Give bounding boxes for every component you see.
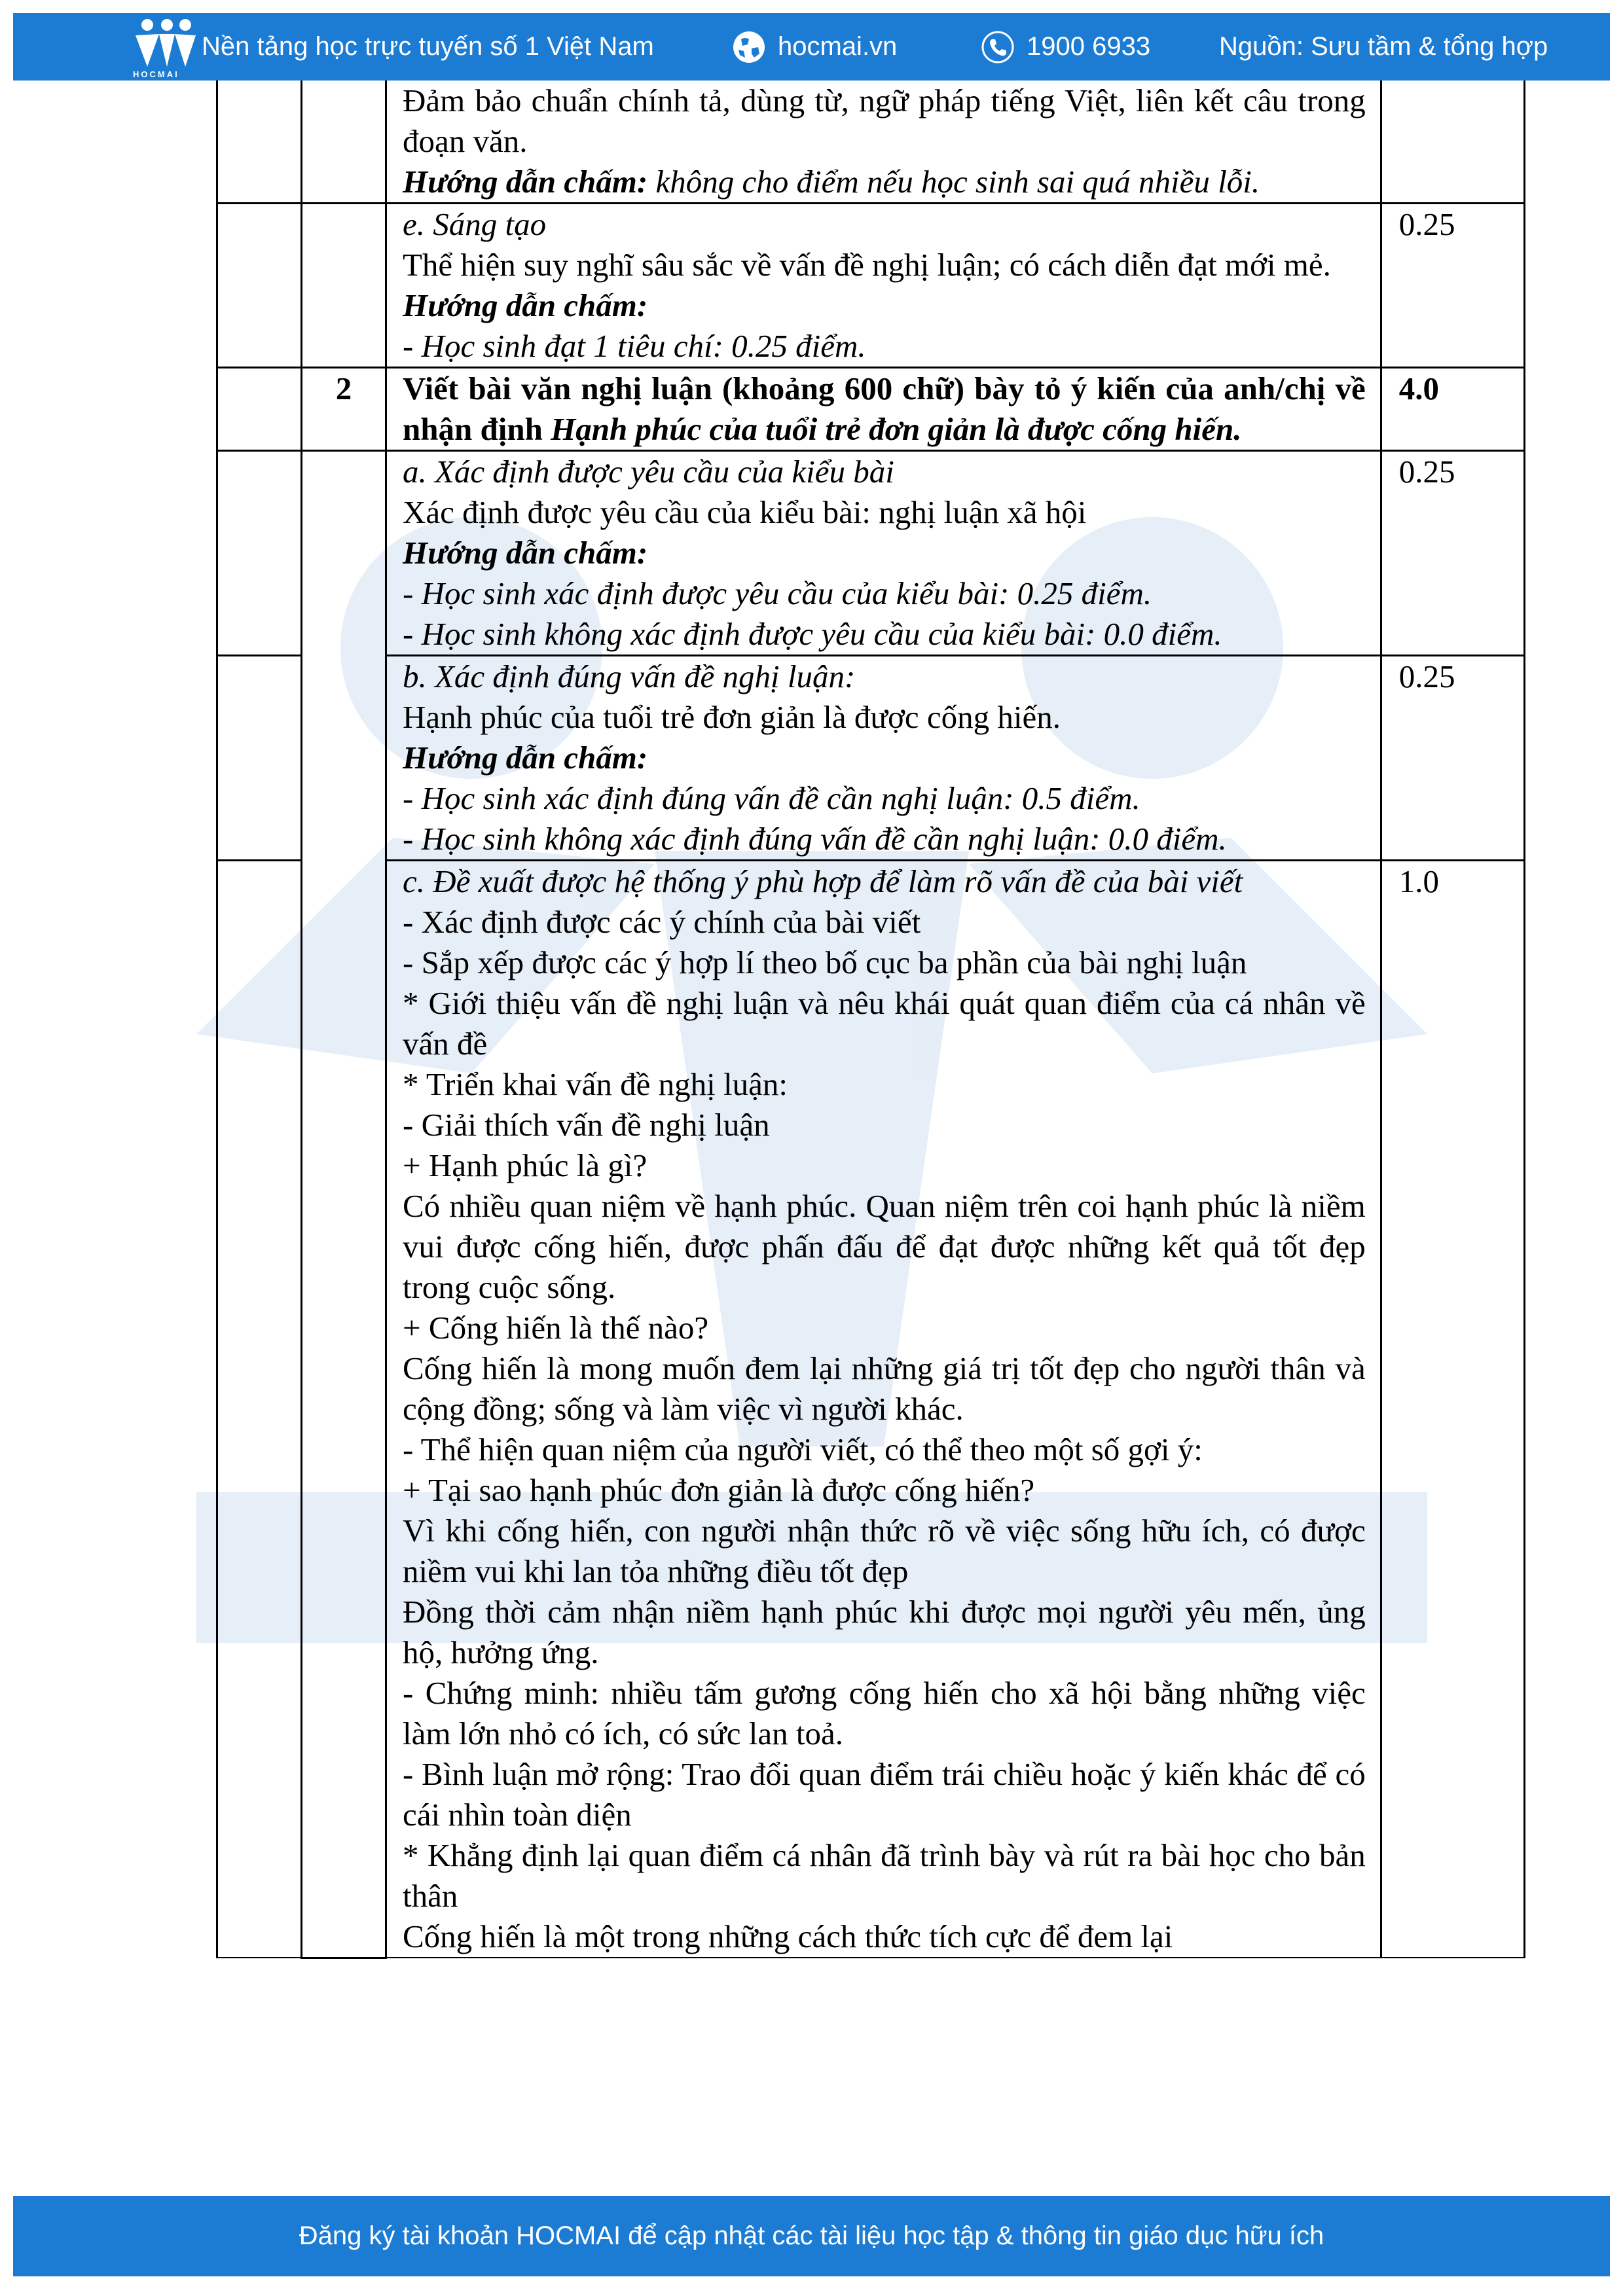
criteria-text: Đảm bảo chuẩn chính tả, dùng từ, ngữ pháp tiếng Việt, liên kết câu trong đoạn văn. <box>403 82 1366 159</box>
criteria-text: Hạnh phúc của tuổi trẻ đơn giản là được cống hiến. <box>403 699 1061 735</box>
criteria-text: * Giới thiệu vấn đề nghị luận và nêu khái quát quan điểm của cá nhân về vấn đề <box>403 985 1366 1062</box>
criteria-text: - Thể hiện quan niệm của người viết, có thể theo một số gợi ý: <box>403 1431 1203 1467</box>
phone-icon <box>981 30 1015 64</box>
table-row <box>217 204 1525 368</box>
score-cell <box>1381 81 1524 204</box>
guide-text: - Học sinh xác định đúng vấn đề cần nghị luận: 0.5 điểm. <box>403 780 1140 816</box>
criteria-text: - Bình luận mở rộng: Trao đổi quan điểm trái chiều hoặc ý kiến khác để có cái nhìn toàn diện <box>403 1756 1366 1833</box>
criteria-text: Xác định được yêu cầu của kiểu bài: nghị luận xã hội <box>403 494 1087 530</box>
guide-label: Hướng dẫn chấm: <box>403 164 648 200</box>
table-row <box>217 451 1525 656</box>
criteria-text: - Chứng minh: nhiều tấm gương cống hiến cho xã hội bằng những việc làm lớn nhỏ có ích, có sức lan toả. <box>403 1675 1366 1751</box>
guide-text: - Học sinh đạt 1 tiêu chí: 0.25 điểm. <box>403 328 866 364</box>
score-cell: 1.0 <box>1381 861 1524 1958</box>
criteria-text: Đồng thời cảm nhận niềm hạnh phúc khi được mọi người yêu mến, ủng hộ, hưởng ứng. <box>403 1594 1366 1670</box>
globe-icon <box>732 30 766 64</box>
header-tagline: Nền tảng học trực tuyến số 1 Việt Nam <box>202 32 654 61</box>
question-number: 2 <box>302 368 386 451</box>
guide-text: - Học sinh không xác định được yêu cầu của kiểu bài: 0.0 điểm. <box>403 616 1222 652</box>
guide-text: - Học sinh không xác định đúng vấn đề cần nghị luận: 0.0 điểm. <box>403 821 1227 857</box>
criteria-text: Có nhiều quan niệm về hạnh phúc. Quan niệm trên coi hạnh phúc là niềm vui được cống hiến, được phấn đấu để đạt được những kết quả tốt đẹp trong cuộc sống. <box>403 1188 1366 1305</box>
score-cell: 0.25 <box>1381 451 1524 656</box>
website-text[interactable]: hocmai.vn <box>778 32 898 61</box>
table-row <box>217 81 1525 204</box>
footer-text[interactable]: Đăng ký tài khoản HOCMAI để cập nhật các tài liệu học tập & thông tin giáo dục hữu ích <box>299 2221 1324 2250</box>
criteria-text: Thể hiện suy nghĩ sâu sắc về vấn đề nghị luận; có cách diễn đạt mới mẻ. <box>403 247 1331 283</box>
table-row <box>217 368 1525 451</box>
question-title: Viết bài văn nghị luận (khoảng 600 chữ) bày tỏ ý kiến của anh/chị về nhận định <box>403 370 1366 447</box>
criteria-text: Cống hiến là một trong những cách thức tích cực để đem lại <box>403 1918 1173 1954</box>
criteria-heading: c. Đề xuất được hệ thống ý phù hợp để làm rõ vấn đề của bài viết <box>403 863 1243 899</box>
guide-label: Hướng dẫn chấm: <box>403 740 648 776</box>
footer-bar[interactable] <box>13 2196 1610 2276</box>
score-cell: 0.25 <box>1381 656 1524 861</box>
criteria-cell <box>386 81 1381 204</box>
header-website[interactable] <box>732 13 897 81</box>
table-row <box>217 656 1525 861</box>
phone-text[interactable]: 1900 6933 <box>1027 32 1151 61</box>
criteria-text: - Sắp xếp được các ý hợp lí theo bố cục ba phần của bài nghị luận <box>403 944 1247 980</box>
guide-line <box>403 162 1366 202</box>
score-cell: 0.25 <box>1381 204 1524 368</box>
header-source: Nguồn: Sưu tầm & tổng hợp <box>1219 32 1548 61</box>
criteria-heading: b. Xác định đúng vấn đề nghị luận: <box>403 658 856 694</box>
criteria-text: + Tại sao hạnh phúc đơn giản là được cống hiến? <box>403 1472 1035 1508</box>
score-cell: 4.0 <box>1381 368 1524 451</box>
criteria-text: + Cống hiến là thế nào? <box>403 1310 709 1346</box>
criteria-heading: e. Sáng tạo <box>403 206 547 242</box>
criteria-text: - Xác định được các ý chính của bài viết <box>403 904 921 940</box>
criteria-text: + Hạnh phúc là gì? <box>403 1147 647 1183</box>
criteria-cell <box>386 861 1381 1958</box>
guide-text: không cho điểm nếu học sinh sai quá nhiều lỗi. <box>647 164 1260 200</box>
question-quote: Hạnh phúc của tuổi trẻ đơn giản là được cống hiến. <box>551 411 1242 447</box>
guide-label: Hướng dẫn chấm: <box>403 535 648 571</box>
guide-label: Hướng dẫn chấm: <box>403 287 648 323</box>
criteria-text: * Khẳng định lại quan điểm cá nhân đã trình bày và rút ra bài học cho bản thân <box>403 1837 1366 1914</box>
criteria-cell <box>386 451 1381 656</box>
criteria-text: Cống hiến là mong muốn đem lại những giá trị tốt đẹp cho người thân và cộng đồng; sống và làm việc vì người khác. <box>403 1350 1366 1427</box>
grading-table <box>216 81 1525 1959</box>
criteria-text: - Giải thích vấn đề nghị luận <box>403 1107 770 1143</box>
header-bar <box>13 13 1610 81</box>
header-phone[interactable] <box>981 13 1150 81</box>
criteria-cell <box>386 656 1381 861</box>
logo-text: HOCMAI <box>133 69 179 79</box>
criteria-text: Vì khi cống hiến, con người nhận thức rõ về việc sống hữu ích, có được niềm vui khi lan tỏa những điều tốt đẹp <box>403 1513 1366 1589</box>
question-cell <box>386 368 1381 451</box>
guide-text: - Học sinh xác định được yêu cầu của kiểu bài: 0.25 điểm. <box>403 575 1152 611</box>
criteria-text: * Triển khai vấn đề nghị luận: <box>403 1066 788 1102</box>
criteria-heading: a. Xác định được yêu cầu của kiểu bài <box>403 454 894 490</box>
criteria-cell <box>386 204 1381 368</box>
table-row <box>217 861 1525 1958</box>
